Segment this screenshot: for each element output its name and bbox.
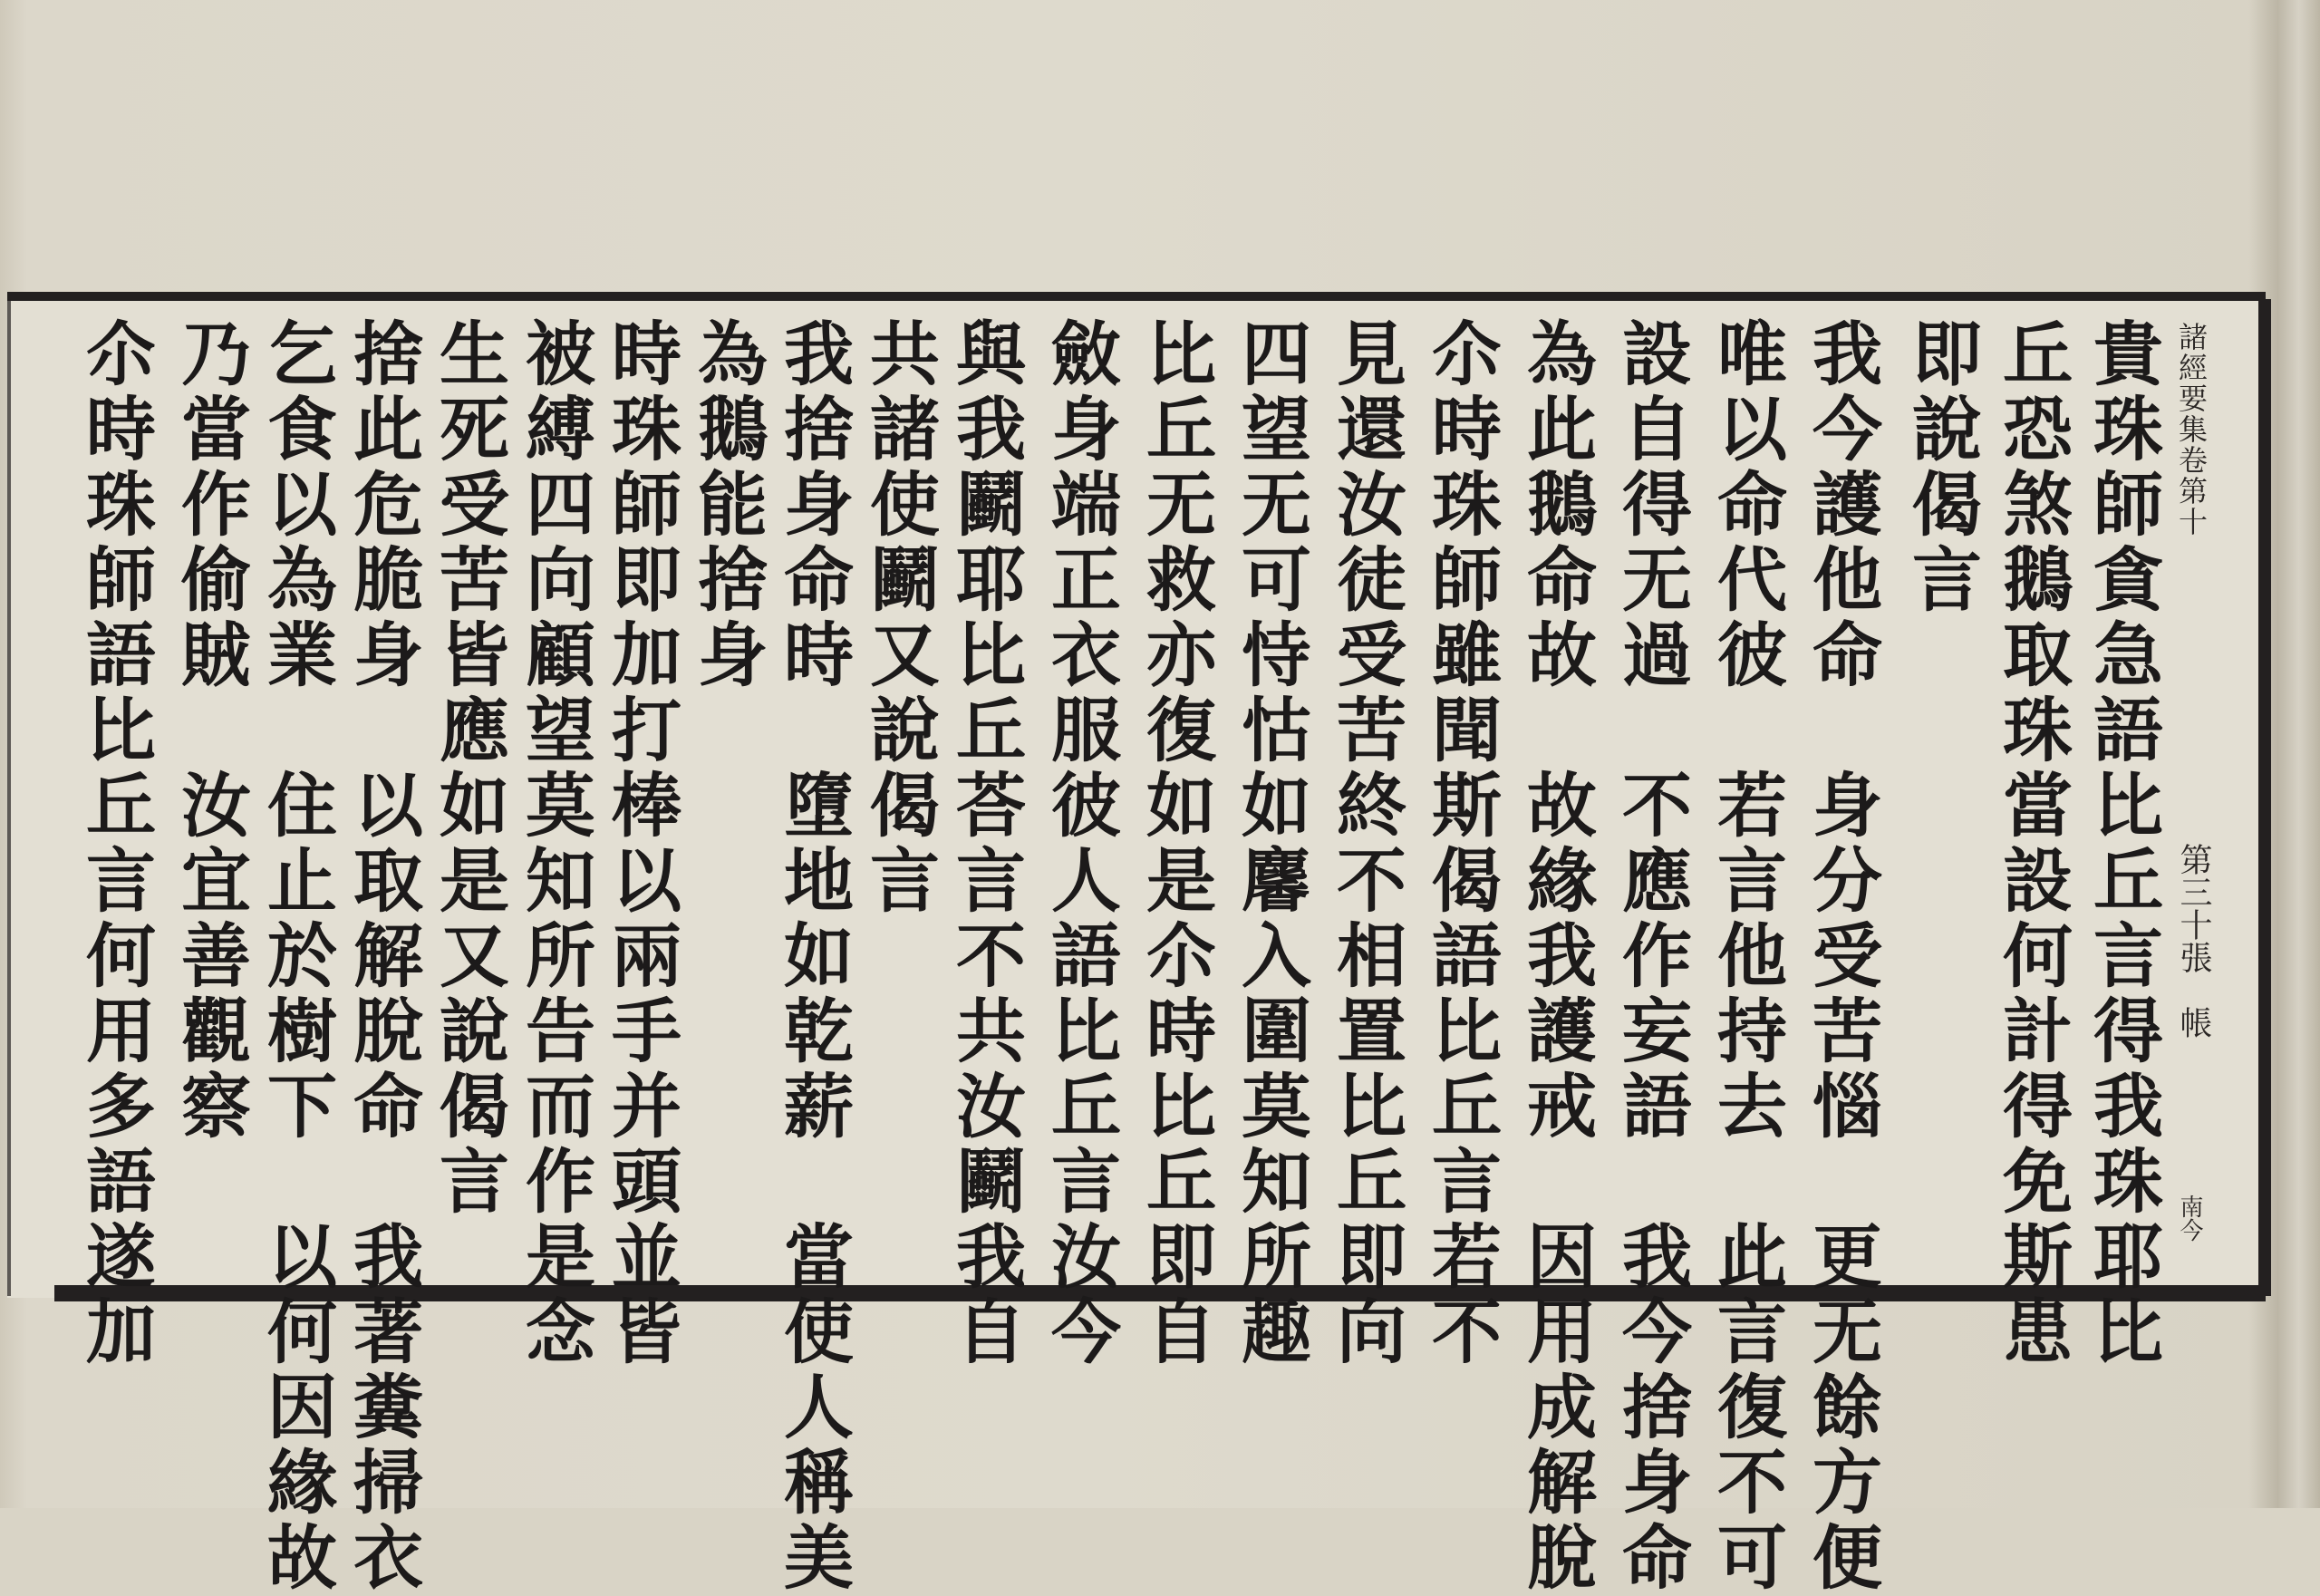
text-column: 丘恐煞鵝取珠當設何計得免斯患 bbox=[1991, 317, 2073, 1370]
sheet-number: 第三十張 帳 bbox=[2175, 843, 2212, 1039]
text-column: 尒時珠師語比丘言何用多語遂加 bbox=[74, 317, 156, 1370]
text-column: 比丘无救亦復如是尒時比丘即自 bbox=[1135, 317, 1216, 1370]
text-column: 為鵝能捨身 bbox=[686, 317, 768, 693]
text-column: 見還汝徒受苦終不相置比丘即向 bbox=[1325, 317, 1406, 1370]
text-column: 設自得无過 不應作妄語 我今捨身命 bbox=[1610, 317, 1692, 1596]
text-column: 貴珠師貪急語比丘言得我珠耶比 bbox=[2082, 317, 2163, 1370]
text-column: 捨此危脆身 以取解脫命 我著糞掃衣 bbox=[342, 317, 423, 1596]
text-column: 乃當作偷賊 汝宜善觀察 bbox=[169, 317, 251, 1145]
text-column: 四望无可恃怙如麘入圍莫知所趣 bbox=[1230, 317, 1311, 1370]
text-column: 即說偈言 bbox=[1900, 317, 1982, 618]
left-border-rule bbox=[7, 299, 11, 1296]
text-column: 斂身端正衣服彼人語比丘言汝今 bbox=[1039, 317, 1121, 1370]
text-column: 尒時珠師雖聞斯偈語比丘言若不 bbox=[1420, 317, 1502, 1370]
text-column: 唯以命代彼 若言他持去 此言復不可 bbox=[1706, 317, 1787, 1596]
text-column: 為此鵝命故 故緣我護戒 因用成解脫 bbox=[1515, 317, 1597, 1596]
top-border-rule bbox=[7, 292, 2266, 301]
text-column: 被縛四向顧望莫知所告而作是念 bbox=[514, 317, 595, 1370]
carver-mark: 南今 bbox=[2176, 1195, 2203, 1242]
volume-title: 諸經要集卷第十 bbox=[2174, 322, 2209, 537]
text-column: 乞食以為業 住止於樹下 以何因緣故 bbox=[256, 317, 337, 1596]
text-column: 共諸使鬬又說偈言 bbox=[858, 317, 940, 919]
right-border-rule bbox=[2258, 299, 2271, 1296]
text-column: 我今護他命 身分受苦惱 更无餘方便 bbox=[1801, 317, 1882, 1596]
text-column: 生死受苦皆應如是又說偈言 bbox=[428, 317, 509, 1220]
text-column: 時珠師即加打棒以兩手并頭並皆 bbox=[600, 317, 682, 1370]
text-column: 我捨身命時 墮地如乾薪 當使人稱美 bbox=[772, 317, 854, 1596]
text-column: 與我鬬耶比丘荅言不共汝鬬我自 bbox=[944, 317, 1026, 1370]
